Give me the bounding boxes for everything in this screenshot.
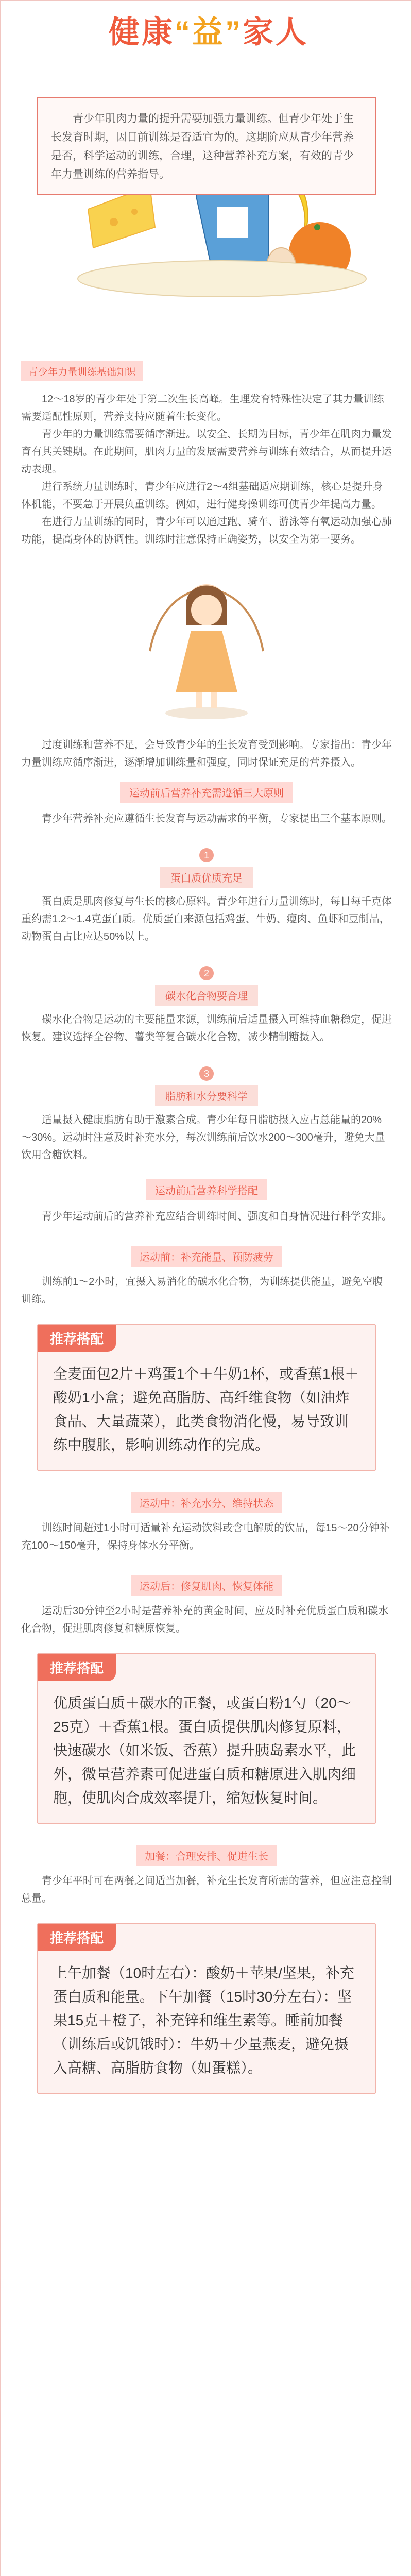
rule-title: 脂肪和水分要科学 bbox=[155, 1085, 258, 1106]
content bbox=[1, 351, 412, 2110]
badge-number: 2 bbox=[199, 966, 214, 980]
badge-number: 1 bbox=[199, 848, 214, 862]
paragraph: 青少年运动前后的营养补充应结合训练时间、强度和自身情况进行科学安排。 bbox=[42, 1211, 392, 1222]
paragraph: 过度训练和营养不足，会导致青少年的生长发育受到影响。专家指出：青少年力量训练应循序渐进，逐渐增加训练量和强度，同时保证充足的营养摄入。 bbox=[21, 739, 392, 768]
recommendation-card bbox=[37, 1324, 376, 1471]
rec-title: 推荐搭配 bbox=[38, 1325, 116, 1352]
rec-title: 推荐搭配 bbox=[38, 1654, 116, 1681]
recommendation-card bbox=[37, 1923, 376, 2094]
meal-tag: 加餐：合理安排、促进生长 bbox=[1, 1845, 412, 1866]
section-tag: 运动前后营养科学搭配 bbox=[1, 1179, 412, 1200]
rule-2 bbox=[1, 966, 412, 1006]
paragraph: 适量摄入健康脂肪有助于激素合成。青少年每日脂肪摄入应占总能量的20%～30%。运动时注意及时补充水分，每次训练前后饮水200～300毫升，避免大量饮用含糖饮料。 bbox=[21, 1114, 385, 1161]
paragraph: 蛋白质是肌肉修复与生长的核心原料。青少年进行力量训练时，每日每千克体重约需1.2～1.4克蛋白质。优质蛋白来源包括鸡蛋、牛奶、瘦肉、鱼虾和豆制品，动物蛋白占比应达50%以上。 bbox=[21, 896, 392, 942]
paragraph: 训练时间超过1小时可适量补充运动饮料或含电解质的饮品，每15～20分钟补充100～150毫升，保持身体水分平衡。 bbox=[21, 1522, 390, 1551]
meal-tag: 运动后：修复肌肉、恢复体能 bbox=[1, 1575, 412, 1596]
meal-tag: 运动中：补充水分、维持状态 bbox=[1, 1492, 412, 1513]
intro-paragraph: 青少年肌肉力量的提升需要加强力量训练。但青少年处于生长发育时期，因目前训练是否适宜为的。这期阶应从青少年营养是否，科学运动的训练，合理，这种营养补充方案，有效的青少年力量训练的营养指导。 bbox=[37, 97, 376, 195]
paragraph: 青少年平时可在两餐之间适当加餐，补充生长发育所需的营养，但应注意控制总量。 bbox=[21, 1875, 392, 1904]
paragraph: 运动后30分钟至2小时是营养补充的黄金时间，应及时补充优质蛋白质和碳水化合物，促进肌肉修复和糖原恢复。 bbox=[21, 1605, 389, 1634]
rule-1 bbox=[1, 848, 412, 888]
rec-title: 推荐搭配 bbox=[38, 1924, 116, 1951]
rule-title: 蛋白质优质充足 bbox=[160, 867, 253, 888]
rec-body: 优质蛋白质＋碳水的正餐，或蛋白粉1勺（20～25克）＋香蕉1根。蛋白质提供肌肉修复原料，快速碳水（如米饭、香蕉）提升胰岛素水平，此外，微量营养素可促进蛋白质和糖原进入肌肉细胞，使肌肉合成效率提升，缩短恢复时间。 bbox=[53, 1695, 356, 1806]
meal-tag: 运动前：补充能量、预防疲劳 bbox=[1, 1246, 412, 1267]
section-tag: 青少年力量训练基础知识 bbox=[21, 361, 143, 381]
rec-body: 上午加餐（10时左右）：酸奶＋苹果/坚果，补充蛋白质和能量。下午加餐（15时30分左右）：坚果15克＋橙子，补充锌和维生素等。睡前加餐（训练后或饥饿时）：牛奶＋少量燕麦，避免摄入高糖、高脂肪食物（如蛋糕）。 bbox=[53, 1965, 354, 2076]
paragraph: 碳水化合物是运动的主要能量来源，训练前后适量摄入可维持血糖稳定，促进恢复。建议选择全谷物、薯类等复合碳水化合物，减少精制糖摄入。 bbox=[21, 1014, 392, 1043]
rule-3 bbox=[1, 1066, 412, 1106]
paragraph: 青少年营养补充应遵循生长发育与运动需求的平衡，专家提出三个基本原则。 bbox=[42, 813, 392, 824]
paragraph: 青少年的力量训练需要循序渐进。以安全、长期为目标，青少年在肌肉力量发育有其关键期。在此期间，肌肉力量的发展需要营养与训练有效结合，从而提升运动表现。 bbox=[21, 429, 392, 475]
rule-title: 碳水化合物要合理 bbox=[155, 985, 258, 1006]
recommendation-card bbox=[37, 1653, 376, 1824]
girl-jumprope-illustration bbox=[1, 548, 412, 734]
paragraph: 训练前1～2小时，宜摄入易消化的碳水化合物，为训练提供能量，避免空腹训练。 bbox=[21, 1276, 383, 1305]
paragraph: 12～18岁的青少年处于第二次生长高峰。生理发育特殊性决定了其力量训练需要适配性原则，营养支持应随着生长变化。 bbox=[21, 394, 384, 422]
page-title: 健康“益”家人 bbox=[109, 15, 308, 49]
section-tag: 运动前后营养补充需遵循三大原则 bbox=[1, 782, 412, 803]
paragraph: 在进行力量训练的同时，青少年可以通过跑、骑车、游泳等有氧运动加强心肺功能，提高身体的协调性。训练时注意保持正确姿势，以安全为第一要务。 bbox=[21, 516, 392, 545]
badge-number: 3 bbox=[199, 1066, 214, 1081]
paragraph: 进行系统力量训练时，青少年应进行2～4组基础适应期训练，核心是提升身体机能，不要急于开展负重训练。例如，进行健身操训练可使青少年提高力量。 bbox=[21, 481, 383, 510]
rec-body: 全麦面包2片＋鸡蛋1个＋牛奶1杯，或香蕉1根＋酸奶1小盒；避免高脂肪、高纤维食物（如油炸食品、大量蔬菜），此类食物消化慢，易导致训练中腹胀，影响训练动作的完成。 bbox=[53, 1366, 359, 1453]
